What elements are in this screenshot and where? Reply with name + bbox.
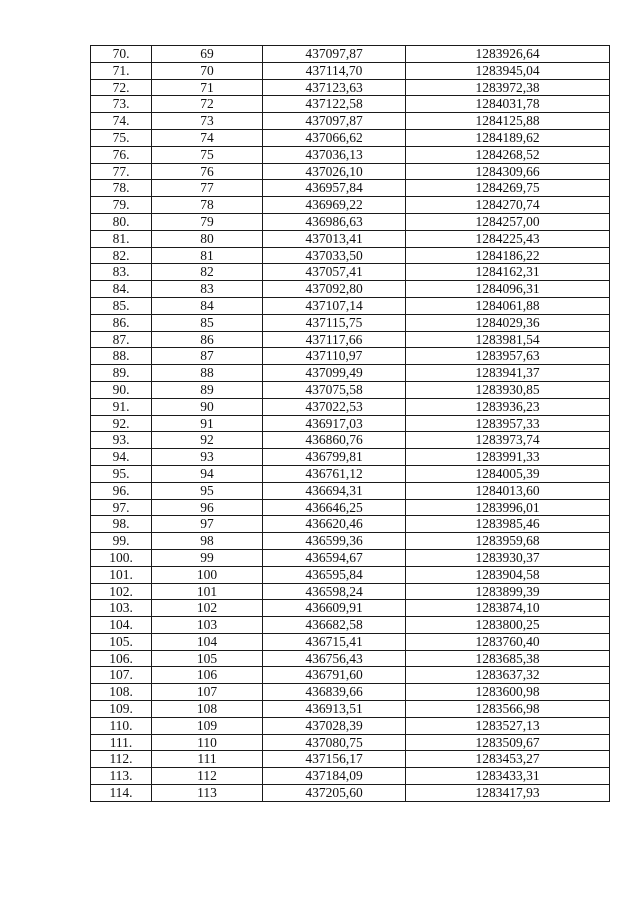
x-coordinate-cell: 436791,60 — [263, 667, 406, 684]
row-number-cell: 108. — [91, 684, 152, 701]
point-number-cell: 107 — [152, 684, 263, 701]
table-row — [91, 146, 610, 163]
row-number-cell: 80. — [91, 213, 152, 230]
y-coordinate-cell: 1284189,62 — [406, 129, 610, 146]
row-number-cell: 91. — [91, 398, 152, 415]
x-coordinate-cell: 436646,25 — [263, 499, 406, 516]
y-coordinate-cell: 1283899,39 — [406, 583, 610, 600]
x-coordinate-cell: 437110,97 — [263, 348, 406, 365]
table-row — [91, 768, 610, 785]
table-row — [91, 516, 610, 533]
point-number-cell: 102 — [152, 600, 263, 617]
y-coordinate-cell: 1283760,40 — [406, 633, 610, 650]
x-coordinate-cell: 436860,76 — [263, 432, 406, 449]
point-number-cell: 91 — [152, 415, 263, 432]
point-number-cell: 111 — [152, 751, 263, 768]
row-number-cell: 98. — [91, 516, 152, 533]
x-coordinate-cell: 437156,17 — [263, 751, 406, 768]
table-row — [91, 46, 610, 63]
x-coordinate-cell: 437123,63 — [263, 79, 406, 96]
table-row — [91, 281, 610, 298]
y-coordinate-cell: 1284309,66 — [406, 163, 610, 180]
row-number-cell: 113. — [91, 768, 152, 785]
table-row — [91, 667, 610, 684]
table-row — [91, 348, 610, 365]
y-coordinate-cell: 1284257,00 — [406, 213, 610, 230]
y-coordinate-cell: 1284125,88 — [406, 113, 610, 130]
y-coordinate-cell: 1284096,31 — [406, 281, 610, 298]
y-coordinate-cell: 1283981,54 — [406, 331, 610, 348]
y-coordinate-cell: 1283991,33 — [406, 449, 610, 466]
x-coordinate-cell: 436969,22 — [263, 197, 406, 214]
y-coordinate-cell: 1283957,33 — [406, 415, 610, 432]
x-coordinate-cell: 436799,81 — [263, 449, 406, 466]
table-row — [91, 381, 610, 398]
row-number-cell: 76. — [91, 146, 152, 163]
point-number-cell: 113 — [152, 785, 263, 802]
y-coordinate-cell: 1283509,67 — [406, 734, 610, 751]
x-coordinate-cell: 436620,46 — [263, 516, 406, 533]
row-number-cell: 85. — [91, 297, 152, 314]
table-row — [91, 583, 610, 600]
point-number-cell: 105 — [152, 650, 263, 667]
y-coordinate-cell: 1283453,27 — [406, 751, 610, 768]
x-coordinate-cell: 437022,53 — [263, 398, 406, 415]
x-coordinate-cell: 436715,41 — [263, 633, 406, 650]
x-coordinate-cell: 436756,43 — [263, 650, 406, 667]
table-row — [91, 62, 610, 79]
table-row — [91, 717, 610, 734]
table-row — [91, 180, 610, 197]
table-row — [91, 230, 610, 247]
x-coordinate-cell: 437013,41 — [263, 230, 406, 247]
y-coordinate-cell: 1283637,32 — [406, 667, 610, 684]
y-coordinate-cell: 1283800,25 — [406, 617, 610, 634]
point-number-cell: 75 — [152, 146, 263, 163]
row-number-cell: 78. — [91, 180, 152, 197]
point-number-cell: 95 — [152, 482, 263, 499]
y-coordinate-cell: 1283926,64 — [406, 46, 610, 63]
x-coordinate-cell: 436682,58 — [263, 617, 406, 634]
y-coordinate-cell: 1283600,98 — [406, 684, 610, 701]
point-number-cell: 106 — [152, 667, 263, 684]
table-row — [91, 650, 610, 667]
row-number-cell: 83. — [91, 264, 152, 281]
y-coordinate-cell: 1284031,78 — [406, 96, 610, 113]
row-number-cell: 110. — [91, 717, 152, 734]
y-coordinate-cell: 1283985,46 — [406, 516, 610, 533]
row-number-cell: 73. — [91, 96, 152, 113]
point-number-cell: 104 — [152, 633, 263, 650]
y-coordinate-cell: 1283685,38 — [406, 650, 610, 667]
row-number-cell: 74. — [91, 113, 152, 130]
table-row — [91, 129, 610, 146]
x-coordinate-cell: 437205,60 — [263, 785, 406, 802]
table-row — [91, 264, 610, 281]
point-number-cell: 109 — [152, 717, 263, 734]
table-row — [91, 600, 610, 617]
y-coordinate-cell: 1283930,85 — [406, 381, 610, 398]
row-number-cell: 84. — [91, 281, 152, 298]
coordinates-table — [90, 45, 610, 802]
row-number-cell: 102. — [91, 583, 152, 600]
x-coordinate-cell: 436917,03 — [263, 415, 406, 432]
point-number-cell: 112 — [152, 768, 263, 785]
table-row — [91, 432, 610, 449]
point-number-cell: 84 — [152, 297, 263, 314]
table-row — [91, 113, 610, 130]
y-coordinate-cell: 1284162,31 — [406, 264, 610, 281]
point-number-cell: 98 — [152, 533, 263, 550]
point-number-cell: 103 — [152, 617, 263, 634]
table-row — [91, 415, 610, 432]
table-row — [91, 684, 610, 701]
row-number-cell: 70. — [91, 46, 152, 63]
y-coordinate-cell: 1283972,38 — [406, 79, 610, 96]
x-coordinate-cell: 436609,91 — [263, 600, 406, 617]
point-number-cell: 100 — [152, 566, 263, 583]
y-coordinate-cell: 1284269,75 — [406, 180, 610, 197]
table-row — [91, 482, 610, 499]
row-number-cell: 96. — [91, 482, 152, 499]
x-coordinate-cell: 437122,58 — [263, 96, 406, 113]
row-number-cell: 94. — [91, 449, 152, 466]
row-number-cell: 114. — [91, 785, 152, 802]
table-row — [91, 499, 610, 516]
row-number-cell: 111. — [91, 734, 152, 751]
point-number-cell: 71 — [152, 79, 263, 96]
x-coordinate-cell: 437115,75 — [263, 314, 406, 331]
row-number-cell: 92. — [91, 415, 152, 432]
y-coordinate-cell: 1283930,37 — [406, 549, 610, 566]
y-coordinate-cell: 1284225,43 — [406, 230, 610, 247]
y-coordinate-cell: 1283957,63 — [406, 348, 610, 365]
row-number-cell: 90. — [91, 381, 152, 398]
table-row — [91, 633, 610, 650]
x-coordinate-cell: 437080,75 — [263, 734, 406, 751]
row-number-cell: 86. — [91, 314, 152, 331]
point-number-cell: 82 — [152, 264, 263, 281]
y-coordinate-cell: 1284061,88 — [406, 297, 610, 314]
point-number-cell: 81 — [152, 247, 263, 264]
row-number-cell: 109. — [91, 701, 152, 718]
y-coordinate-cell: 1283945,04 — [406, 62, 610, 79]
y-coordinate-cell: 1283904,58 — [406, 566, 610, 583]
table-row — [91, 163, 610, 180]
y-coordinate-cell: 1284005,39 — [406, 465, 610, 482]
x-coordinate-cell: 436913,51 — [263, 701, 406, 718]
point-number-cell: 110 — [152, 734, 263, 751]
point-number-cell: 79 — [152, 213, 263, 230]
row-number-cell: 99. — [91, 533, 152, 550]
table-row — [91, 617, 610, 634]
row-number-cell: 75. — [91, 129, 152, 146]
row-number-cell: 105. — [91, 633, 152, 650]
table-row — [91, 96, 610, 113]
x-coordinate-cell: 437026,10 — [263, 163, 406, 180]
row-number-cell: 103. — [91, 600, 152, 617]
row-number-cell: 81. — [91, 230, 152, 247]
point-number-cell: 96 — [152, 499, 263, 516]
x-coordinate-cell: 436599,36 — [263, 533, 406, 550]
x-coordinate-cell: 437184,09 — [263, 768, 406, 785]
y-coordinate-cell: 1283959,68 — [406, 533, 610, 550]
x-coordinate-cell: 437097,87 — [263, 113, 406, 130]
row-number-cell: 82. — [91, 247, 152, 264]
table-row — [91, 701, 610, 718]
x-coordinate-cell: 436986,63 — [263, 213, 406, 230]
y-coordinate-cell: 1284029,36 — [406, 314, 610, 331]
x-coordinate-cell: 436957,84 — [263, 180, 406, 197]
row-number-cell: 95. — [91, 465, 152, 482]
table-row — [91, 197, 610, 214]
row-number-cell: 93. — [91, 432, 152, 449]
y-coordinate-cell: 1283874,10 — [406, 600, 610, 617]
point-number-cell: 97 — [152, 516, 263, 533]
y-coordinate-cell: 1283936,23 — [406, 398, 610, 415]
table-row — [91, 751, 610, 768]
y-coordinate-cell: 1283973,74 — [406, 432, 610, 449]
x-coordinate-cell: 437033,50 — [263, 247, 406, 264]
point-number-cell: 72 — [152, 96, 263, 113]
row-number-cell: 97. — [91, 499, 152, 516]
x-coordinate-cell: 436594,67 — [263, 549, 406, 566]
y-coordinate-cell: 1284270,74 — [406, 197, 610, 214]
table-row — [91, 213, 610, 230]
x-coordinate-cell: 437057,41 — [263, 264, 406, 281]
table-row — [91, 297, 610, 314]
point-number-cell: 74 — [152, 129, 263, 146]
y-coordinate-cell: 1283566,98 — [406, 701, 610, 718]
x-coordinate-cell: 437099,49 — [263, 365, 406, 382]
y-coordinate-cell: 1284013,60 — [406, 482, 610, 499]
point-number-cell: 108 — [152, 701, 263, 718]
point-number-cell: 69 — [152, 46, 263, 63]
y-coordinate-cell: 1283527,13 — [406, 717, 610, 734]
y-coordinate-cell: 1283417,93 — [406, 785, 610, 802]
x-coordinate-cell: 437036,13 — [263, 146, 406, 163]
row-number-cell: 107. — [91, 667, 152, 684]
point-number-cell: 99 — [152, 549, 263, 566]
y-coordinate-cell: 1283996,01 — [406, 499, 610, 516]
x-coordinate-cell: 436839,66 — [263, 684, 406, 701]
point-number-cell: 88 — [152, 365, 263, 382]
row-number-cell: 104. — [91, 617, 152, 634]
point-number-cell: 101 — [152, 583, 263, 600]
row-number-cell: 106. — [91, 650, 152, 667]
y-coordinate-cell: 1284186,22 — [406, 247, 610, 264]
point-number-cell: 94 — [152, 465, 263, 482]
row-number-cell: 79. — [91, 197, 152, 214]
y-coordinate-cell: 1283941,37 — [406, 365, 610, 382]
row-number-cell: 71. — [91, 62, 152, 79]
table-row — [91, 314, 610, 331]
point-number-cell: 76 — [152, 163, 263, 180]
x-coordinate-cell: 437092,80 — [263, 281, 406, 298]
row-number-cell: 88. — [91, 348, 152, 365]
x-coordinate-cell: 437114,70 — [263, 62, 406, 79]
point-number-cell: 92 — [152, 432, 263, 449]
point-number-cell: 78 — [152, 197, 263, 214]
point-number-cell: 90 — [152, 398, 263, 415]
row-number-cell: 87. — [91, 331, 152, 348]
y-coordinate-cell: 1284268,52 — [406, 146, 610, 163]
table-row — [91, 79, 610, 96]
point-number-cell: 87 — [152, 348, 263, 365]
point-number-cell: 77 — [152, 180, 263, 197]
point-number-cell: 86 — [152, 331, 263, 348]
y-coordinate-cell: 1283433,31 — [406, 768, 610, 785]
x-coordinate-cell: 437097,87 — [263, 46, 406, 63]
x-coordinate-cell: 437117,66 — [263, 331, 406, 348]
table-row — [91, 398, 610, 415]
point-number-cell: 85 — [152, 314, 263, 331]
table-row — [91, 533, 610, 550]
table-row — [91, 734, 610, 751]
coordinates-table-body — [91, 46, 610, 802]
row-number-cell: 100. — [91, 549, 152, 566]
table-row — [91, 247, 610, 264]
point-number-cell: 83 — [152, 281, 263, 298]
point-number-cell: 70 — [152, 62, 263, 79]
row-number-cell: 112. — [91, 751, 152, 768]
table-row — [91, 549, 610, 566]
table-row — [91, 449, 610, 466]
table-row — [91, 465, 610, 482]
x-coordinate-cell: 436761,12 — [263, 465, 406, 482]
row-number-cell: 89. — [91, 365, 152, 382]
x-coordinate-cell: 436598,24 — [263, 583, 406, 600]
x-coordinate-cell: 437066,62 — [263, 129, 406, 146]
row-number-cell: 72. — [91, 79, 152, 96]
table-row — [91, 331, 610, 348]
x-coordinate-cell: 436595,84 — [263, 566, 406, 583]
row-number-cell: 101. — [91, 566, 152, 583]
point-number-cell: 93 — [152, 449, 263, 466]
x-coordinate-cell: 437075,58 — [263, 381, 406, 398]
x-coordinate-cell: 437107,14 — [263, 297, 406, 314]
point-number-cell: 80 — [152, 230, 263, 247]
table-row — [91, 365, 610, 382]
table-row — [91, 785, 610, 802]
x-coordinate-cell: 437028,39 — [263, 717, 406, 734]
table-row — [91, 566, 610, 583]
point-number-cell: 89 — [152, 381, 263, 398]
row-number-cell: 77. — [91, 163, 152, 180]
x-coordinate-cell: 436694,31 — [263, 482, 406, 499]
point-number-cell: 73 — [152, 113, 263, 130]
